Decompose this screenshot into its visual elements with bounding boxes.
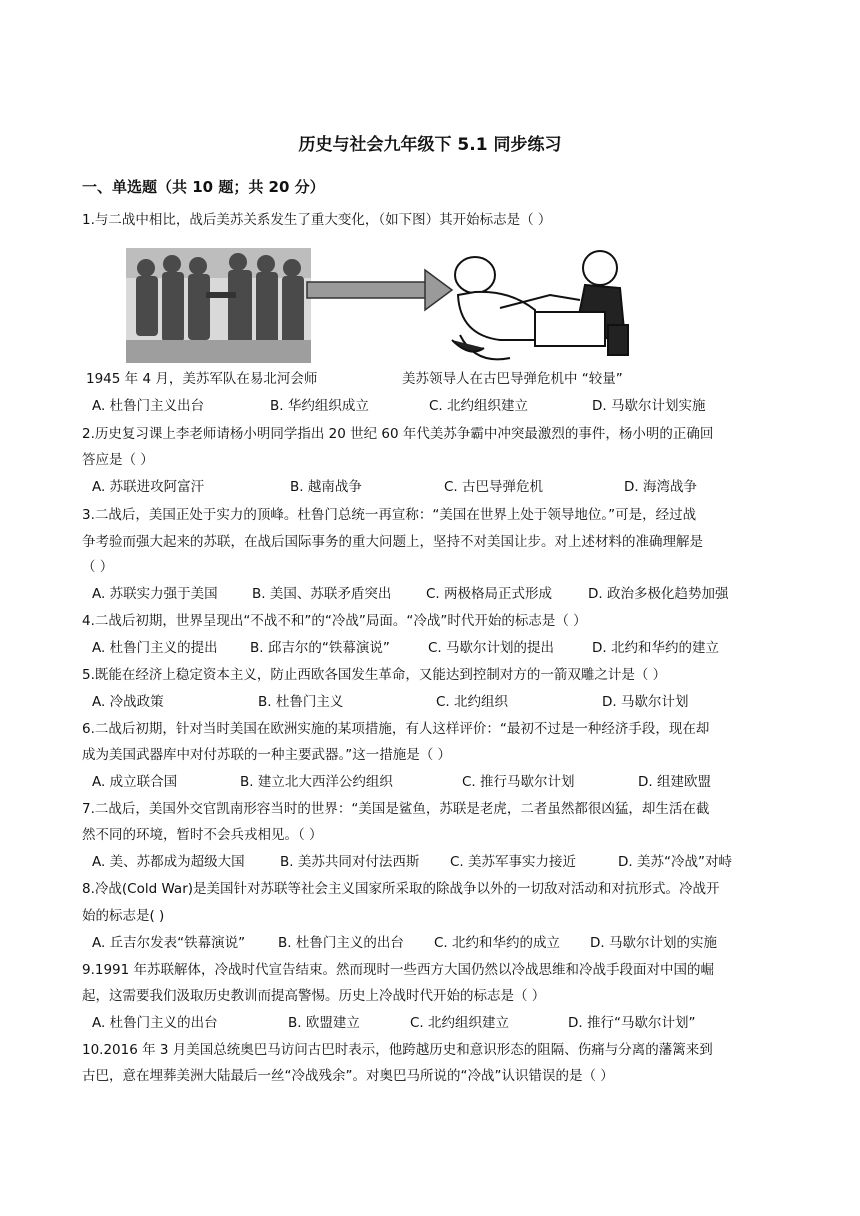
figure-caption-left: 1945 年 4 月，美苏军队在易北河会师	[86, 371, 318, 387]
question-6-line-1: 6.二战后初期，针对当时美国在欧洲实施的某项措施，有人这样评价：“最初不过是一种经济手段，现在却	[82, 721, 710, 737]
question-7-line-1: 7.二战后，美国外交官凯南形容当时的世界：“美国是鲨鱼，苏联是老虎，二者虽然都很凶猛，却生活在截	[82, 801, 710, 817]
question-1-options	[92, 396, 792, 416]
question-8-option-b[interactable]: B. 杜鲁门主义的出台	[278, 935, 404, 951]
question-7-options	[92, 852, 792, 872]
section-heading: 一、单选题（共 10 题；共 20 分）	[82, 178, 325, 196]
question-9-option-d[interactable]: D. 推行“马歇尔计划”	[568, 1015, 696, 1031]
question-4-option-c[interactable]: C. 马歇尔计划的提出	[428, 640, 555, 656]
question-2-option-d[interactable]: D. 海湾战争	[624, 479, 697, 495]
question-9-option-b[interactable]: B. 欧盟建立	[288, 1015, 360, 1031]
question-8-line-1: 8.冷战(Cold War)是美国针对苏联等社会主义国家所采取的除战争以外的一切敌对活动和对抗形式。冷战开	[82, 881, 720, 897]
question-2-option-c[interactable]: C. 古巴导弹危机	[444, 479, 544, 495]
question-1-line-1: 1.与二战中相比，战后美苏关系发生了重大变化，（如下图）其开始标志是（ ）	[82, 212, 552, 228]
question-6-options	[92, 772, 792, 792]
question-4-option-b[interactable]: B. 邱吉尔的“铁幕演说”	[250, 640, 390, 656]
question-8-line-2: 始的标志是( )	[82, 908, 165, 924]
question-7-option-b[interactable]: B. 美苏共同对付法西斯	[280, 854, 420, 870]
elbe-meeting-photo	[126, 248, 311, 363]
question-3-line-1: 3.二战后，美国正处于实力的顶峰。杜鲁门总统一再宣称：“美国在世界上处于领导地位。”可是，经过战	[82, 507, 697, 523]
question-1-option-b[interactable]: B. 华约组织成立	[270, 398, 369, 414]
question-7-option-c[interactable]: C. 美苏军事实力接近	[450, 854, 577, 870]
question-6-option-a[interactable]: A. 成立联合国	[92, 774, 178, 790]
question-8-option-a[interactable]: A. 丘吉尔发表“铁幕演说”	[92, 935, 246, 951]
question-10-line-2: 古巴，意在埋葬美洲大陆最后一丝“冷战残余”。对奥巴马所说的“冷战”认识错误的是（ ）	[82, 1068, 614, 1084]
question-5-options	[92, 692, 792, 712]
question-5-option-d[interactable]: D. 马歇尔计划	[602, 694, 689, 710]
page-title: 历史与社会九年级下 5.1 同步练习	[298, 135, 562, 155]
question-6-line-2: 成为美国武器库中对付苏联的一种主要武器。”这一措施是（ ）	[82, 747, 452, 763]
question-5-option-b[interactable]: B. 杜鲁门主义	[258, 694, 344, 710]
question-9-option-c[interactable]: C. 北约组织建立	[410, 1015, 510, 1031]
question-8-option-c[interactable]: C. 北约和华约的成立	[434, 935, 561, 951]
question-1-option-c[interactable]: C. 北约组织建立	[429, 398, 529, 414]
question-4-option-d[interactable]: D. 北约和华约的建立	[592, 640, 719, 656]
question-3-line-2: 争考验而强大起来的苏联，在战后国际事务的重大问题上，坚持不对美国让步。对上述材料的准确理解是	[82, 534, 703, 550]
question-9-options	[92, 1013, 792, 1033]
question-1-option-d[interactable]: D. 马歇尔计划实施	[592, 398, 706, 414]
question-8-options	[92, 933, 792, 953]
question-3-line-3: （ ）	[82, 559, 114, 575]
question-2-line-1: 2.历史复习课上李老师请杨小明同学指出 20 世纪 60 年代美苏争霸中冲突最激烈的事件，杨小明的正确回	[82, 426, 714, 442]
question-3-option-d[interactable]: D. 政治多极化趋势加强	[588, 586, 729, 602]
question-3-option-a[interactable]: A. 苏联实力强于美国	[92, 586, 218, 602]
question-9-line-1: 9.1991 年苏联解体，冷战时代宣告结束。然而现时一些西方大国仍然以冷战思维和冷战手段面对中国的崛	[82, 962, 715, 978]
figure-caption-right: 美苏领导人在古巴导弹危机中 “较量”	[402, 371, 623, 387]
question-7-option-a[interactable]: A. 美、苏都成为超级大国	[92, 854, 245, 870]
question-7-option-d[interactable]: D. 美苏“冷战”对峙	[618, 854, 732, 870]
question-3-options	[92, 584, 792, 604]
question-4-line-1: 4.二战后初期，世界呈现出“不战不和”的“冷战”局面。“冷战”时代开始的标志是（ ）	[82, 613, 587, 629]
question-4-option-a[interactable]: A. 杜鲁门主义的提出	[92, 640, 218, 656]
question-2-line-2: 答应是（ ）	[82, 452, 154, 468]
question-7-line-2: 然不同的环境，暂时不会兵戎相见。（ ）	[82, 827, 323, 843]
question-1-figure	[80, 240, 680, 390]
question-3-option-b[interactable]: B. 美国、苏联矛盾突出	[252, 586, 392, 602]
question-9-option-a[interactable]: A. 杜鲁门主义的出台	[92, 1015, 218, 1031]
question-2-option-b[interactable]: B. 越南战争	[290, 479, 362, 495]
question-4-options	[92, 638, 792, 658]
question-6-option-c[interactable]: C. 推行马歇尔计划	[462, 774, 575, 790]
question-5-option-a[interactable]: A. 冷战政策	[92, 694, 164, 710]
question-5-option-c[interactable]: C. 北约组织	[436, 694, 509, 710]
question-5-line-1: 5.既能在经济上稳定资本主义，防止西欧各国发生革命，又能达到控制对方的一箭双雕之计是（ ）	[82, 667, 667, 683]
question-1-option-a[interactable]: A. 杜鲁门主义出台	[92, 398, 205, 414]
question-9-line-2: 起，这需要我们汲取历史教训而提高警惕。历史上冷战时代开始的标志是（ ）	[82, 988, 546, 1004]
question-3-option-c[interactable]: C. 两极格局正式形成	[426, 586, 553, 602]
question-6-option-d[interactable]: D. 组建欧盟	[638, 774, 711, 790]
cuba-crisis-cartoon	[452, 251, 628, 359]
question-8-option-d[interactable]: D. 马歇尔计划的实施	[590, 935, 717, 951]
question-2-options	[92, 477, 792, 497]
right-arrow-icon	[307, 270, 452, 310]
question-10-line-1: 10.2016 年 3 月美国总统奥巴马访问古巴时表示，他跨越历史和意识形态的阻隔、伤痛与分离的藩篱来到	[82, 1042, 713, 1058]
figure-illustration	[80, 240, 680, 365]
question-2-option-a[interactable]: A. 苏联进攻阿富汗	[92, 479, 205, 495]
question-6-option-b[interactable]: B. 建立北大西洋公约组织	[240, 774, 393, 790]
